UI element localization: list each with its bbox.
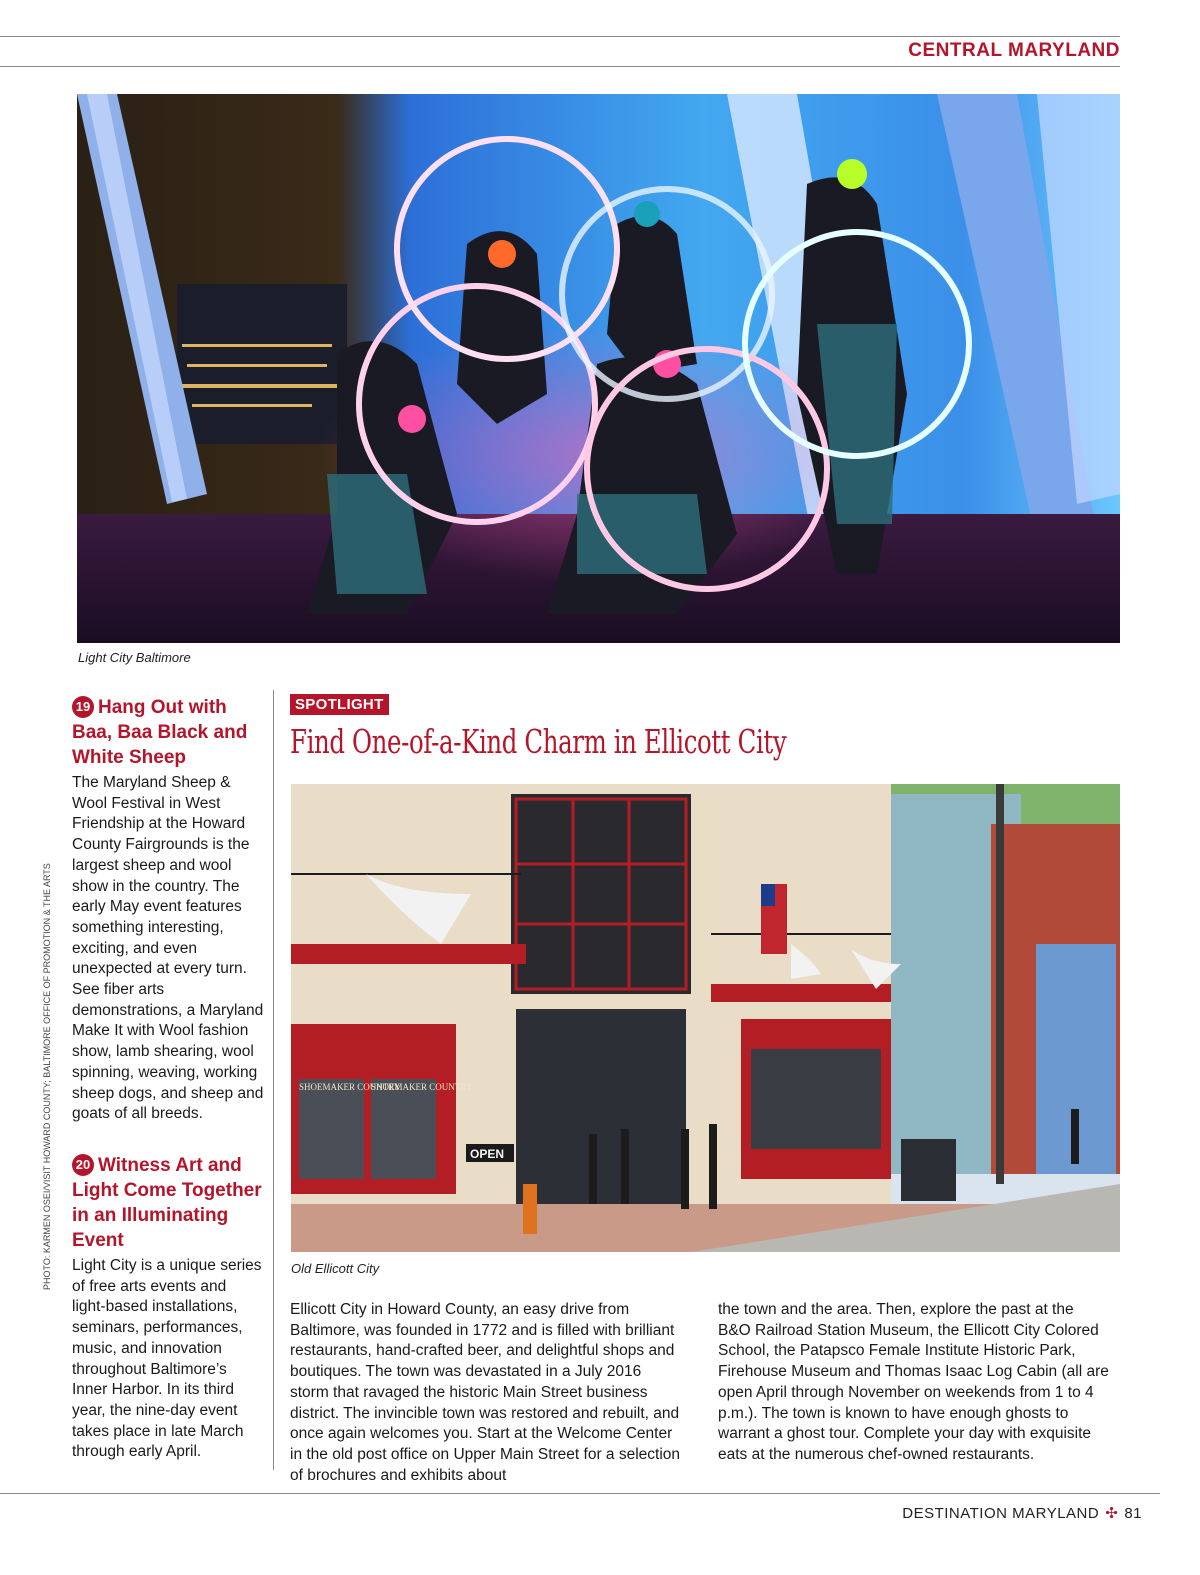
item-number-badge: 20 [72, 1154, 94, 1176]
column-divider [273, 690, 274, 1470]
item-20-heading [72, 1153, 262, 1253]
light-city-performers-image [77, 94, 1120, 643]
item-heading-text: Hang Out with Baa, Baa Black and White Sheep [72, 697, 248, 768]
photo-credit-text: PHOTO: KARMEN OSEI/VISIT HOWARD COUNTY; BALTIMORE OFFICE OF PROMOTION & THE ARTS [42, 863, 52, 1290]
page-footer [902, 1504, 1142, 1522]
spotlight-badge: SPOTLIGHT [290, 694, 389, 715]
item-19-body: The Maryland Sheep & Wool Festival in West Friendship at the Howard County Fairgrounds is the largest sheep and wool show in the country. The early May event features something interesting, exciting, and even unexpected at every turn. See fiber arts demonstrations, a Maryland Make It with Wool fashion show, lamb shearing, wool spinning, weaving, working sheep dogs, and sheep and goats of all breeds. [72, 774, 264, 1123]
hero-photo [77, 94, 1120, 643]
publication-name: DESTINATION MARYLAND [902, 1505, 1100, 1522]
section-header: CENTRAL MARYLAND [908, 40, 1120, 61]
top-rule [0, 36, 1120, 37]
page-number: 81 [1124, 1505, 1142, 1522]
ellicott-caption: Old Ellicott City [291, 1261, 380, 1276]
shop-sign-right: SHOEMAKER COUNTRY [371, 1082, 473, 1092]
ellicott-city-photo [291, 784, 1120, 1252]
old-ellicott-city-image [291, 784, 1120, 1252]
item-19-heading [72, 695, 262, 770]
footer-separator-icon: ✣ [1105, 1505, 1119, 1522]
item-heading-text: Witness Art and Light Come Together in an Illuminating Event [72, 1155, 262, 1251]
spotlight-body-col1: Ellicott City in Howard County, an easy drive from Baltimore, was founded in 1772 and is filled with brilliant restaurants, hand-crafted beer, and delightful shops and boutiques. The town was devastated in a July 2016 storm that ravaged the historic Main Street business district. The invincible town was restored and rebuilt, and once again welcomes you. Start at the Welcome Center in the old post office on Upper Main Street for a selection of brochures and exhibits about [290, 1301, 681, 1484]
footer-rule [0, 1493, 1160, 1494]
spotlight-body-col2: the town and the area. Then, explore the past at the B&O Railroad Station Museum, the Ellicott City Colored School, the Patapsco Female Institute Historic Park, Firehouse Museum and Thomas Isaac Log Cabin (all are open April through November on weekends from 1 to 4 p.m.). The town is known to have enough ghosts to warrant a ghost tour. Complete your day with exquisite eats at the numerous chef-owned restaurants. [718, 1301, 1109, 1463]
header-rule [0, 66, 1120, 67]
open-sign: OPEN [470, 1147, 505, 1161]
item-number-badge: 19 [72, 696, 94, 718]
shop-sign-left: SHOEMAKER COUNTRY [299, 1082, 401, 1092]
item-20-body: Light City is a unique series of free arts events and light-based installations, seminars, performances, music, and innovation throughout Baltimore’s Inner Harbor. In its third year, the nine-day event takes place in late March through early April. [72, 1257, 262, 1461]
hero-caption: Light City Baltimore [78, 650, 191, 665]
spotlight-title: Find One-of-a-Kind Charm in Ellicott City [290, 722, 787, 761]
photo-credit [42, 863, 52, 1291]
